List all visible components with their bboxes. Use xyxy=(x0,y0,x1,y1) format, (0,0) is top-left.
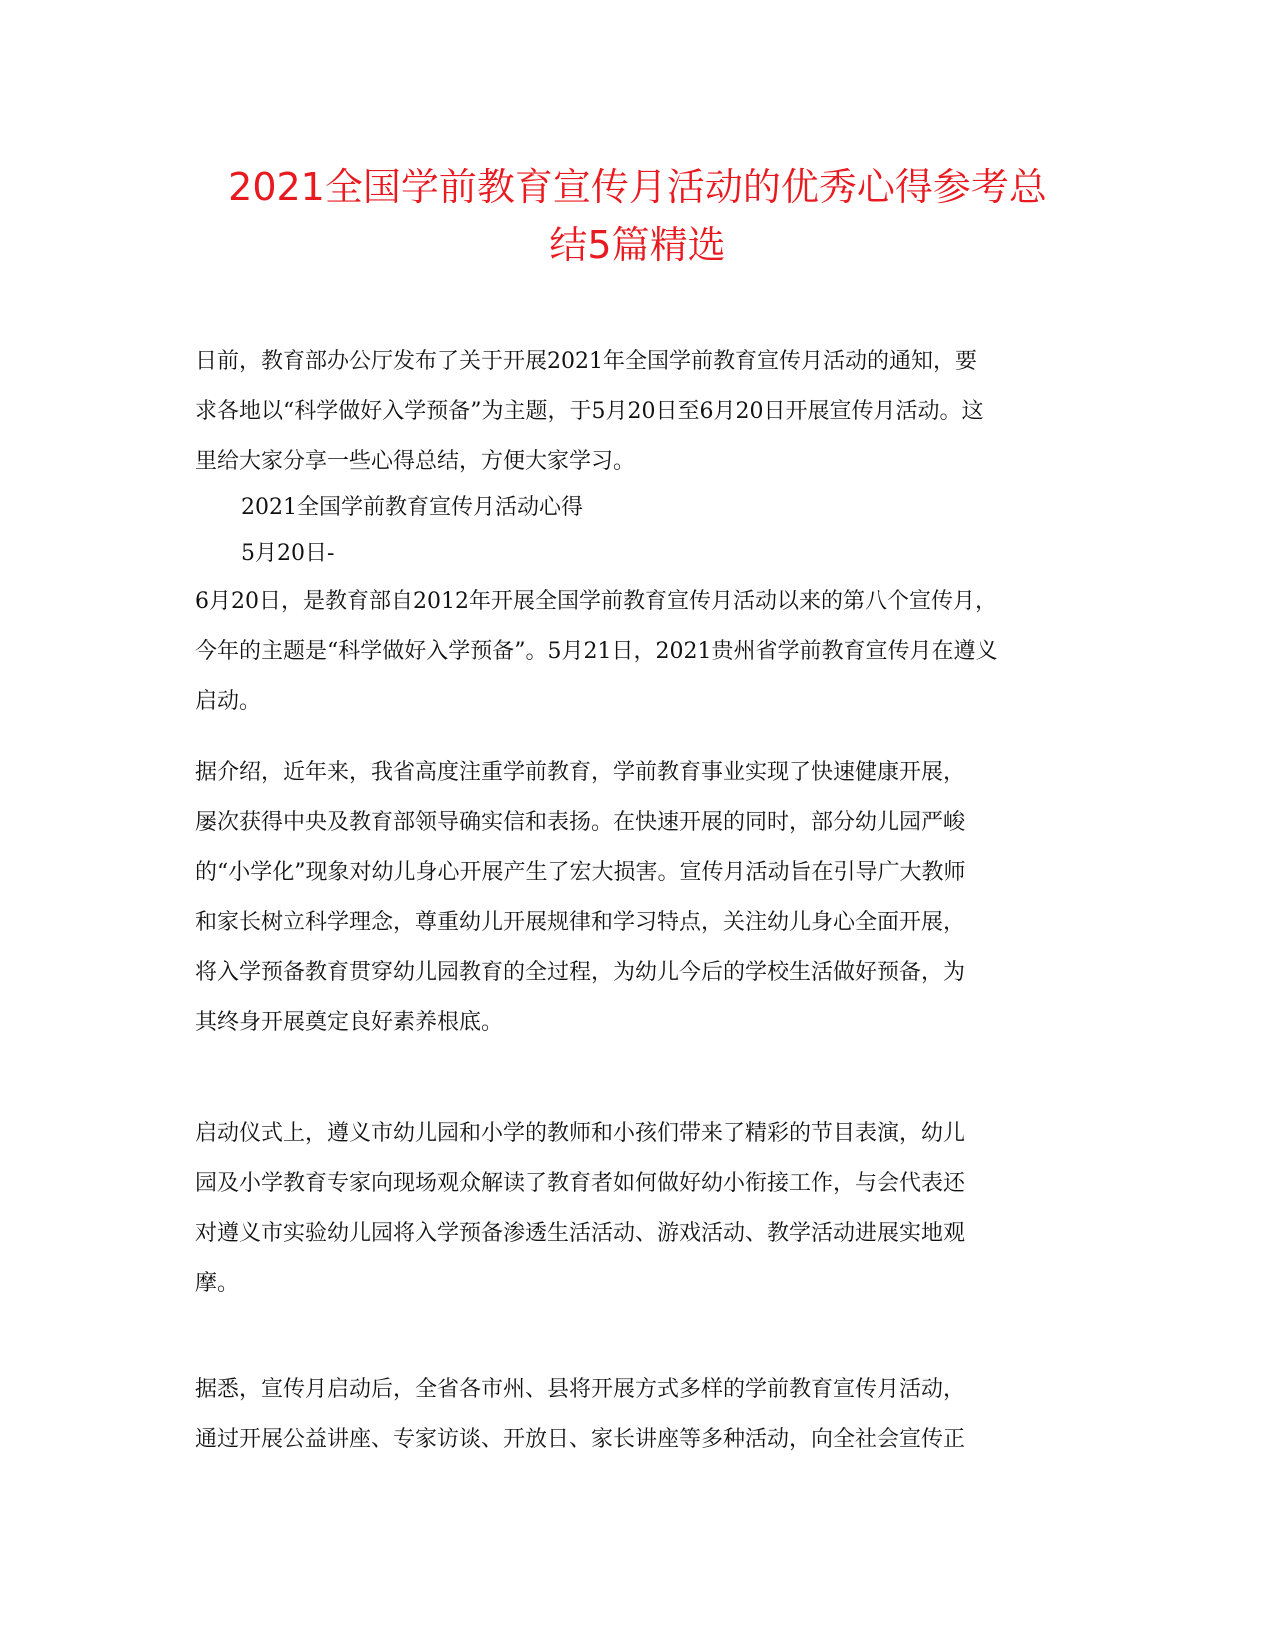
section-heading xyxy=(195,483,1131,533)
paragraph-line: 里给大家分享一些心得总结，方便大家学习。 xyxy=(195,449,636,474)
paragraph-line: 对遵义市实验幼儿园将入学预备渗透生活活动、游戏活动、教学活动进展实地观 xyxy=(195,1221,966,1246)
paragraph-line: 其终身开展奠定良好素养根底。 xyxy=(195,1010,504,1035)
paragraph-line: 启动。 xyxy=(195,689,262,714)
paragraph-line: 和家长树立科学理念，尊重幼儿开展规律和学习特点，关注幼儿身心全面开展， xyxy=(195,910,966,935)
paragraph-theme xyxy=(195,577,1085,727)
paragraph-line: 今年的主题是“科学做好入学预备”。5月21日，2021贵州省学前教育宣传月在遵义 xyxy=(195,639,998,664)
paragraph-ceremony xyxy=(195,1109,1085,1309)
date-line xyxy=(195,529,1131,579)
date-text: 5月20日- xyxy=(241,541,335,566)
paragraph-line: 据介绍，近年来，我省高度注重学前教育，学前教育事业实现了快速健康开展， xyxy=(195,760,966,785)
title-line-1: 2021全国学前教育宣传月活动的优秀心得参考总 xyxy=(228,165,1047,209)
document-title xyxy=(150,158,1125,274)
paragraph-line: 求各地以“科学做好入学预备”为主题，于5月20日至6月20日开展宣传月活动。这 xyxy=(195,399,984,424)
paragraph-line: 的“小学化”现象对幼儿身心开展产生了宏大损害。宣传月活动旨在引导广大教师 xyxy=(195,860,966,885)
paragraph-line: 6月20日，是教育部自2012年开展全国学前教育宣传月活动以来的第八个宣传月， xyxy=(195,589,997,614)
paragraph-intro xyxy=(195,337,1085,487)
paragraph-activities xyxy=(195,1365,1085,1465)
paragraph-line: 屡次获得中央及教育部领导确实信和表扬。在快速开展的同时，部分幼儿园严峻 xyxy=(195,810,966,835)
paragraph-introduction xyxy=(195,748,1085,1048)
paragraph-line: 日前，教育部办公厅发布了关于开展2021年全国学前教育宣传月活动的通知，要 xyxy=(195,349,977,374)
section-heading-text: 2021全国学前教育宣传月活动心得 xyxy=(241,495,583,520)
paragraph-line: 摩。 xyxy=(195,1271,240,1296)
paragraph-line: 据悉，宣传月启动后，全省各市州、县将开展方式多样的学前教育宣传月活动， xyxy=(195,1377,966,1402)
title-line-2: 结5篇精选 xyxy=(549,223,726,267)
paragraph-line: 将入学预备教育贯穿幼儿园教育的全过程，为幼儿今后的学校生活做好预备，为 xyxy=(195,960,966,985)
paragraph-line: 园及小学教育专家向现场观众解读了教育者如何做好幼小衔接工作，与会代表还 xyxy=(195,1171,966,1196)
paragraph-line: 启动仪式上，遵义市幼儿园和小学的教师和小孩们带来了精彩的节目表演，幼儿 xyxy=(195,1121,966,1146)
paragraph-line: 通过开展公益讲座、专家访谈、开放日、家长讲座等多种活动，向全社会宣传正 xyxy=(195,1427,966,1452)
